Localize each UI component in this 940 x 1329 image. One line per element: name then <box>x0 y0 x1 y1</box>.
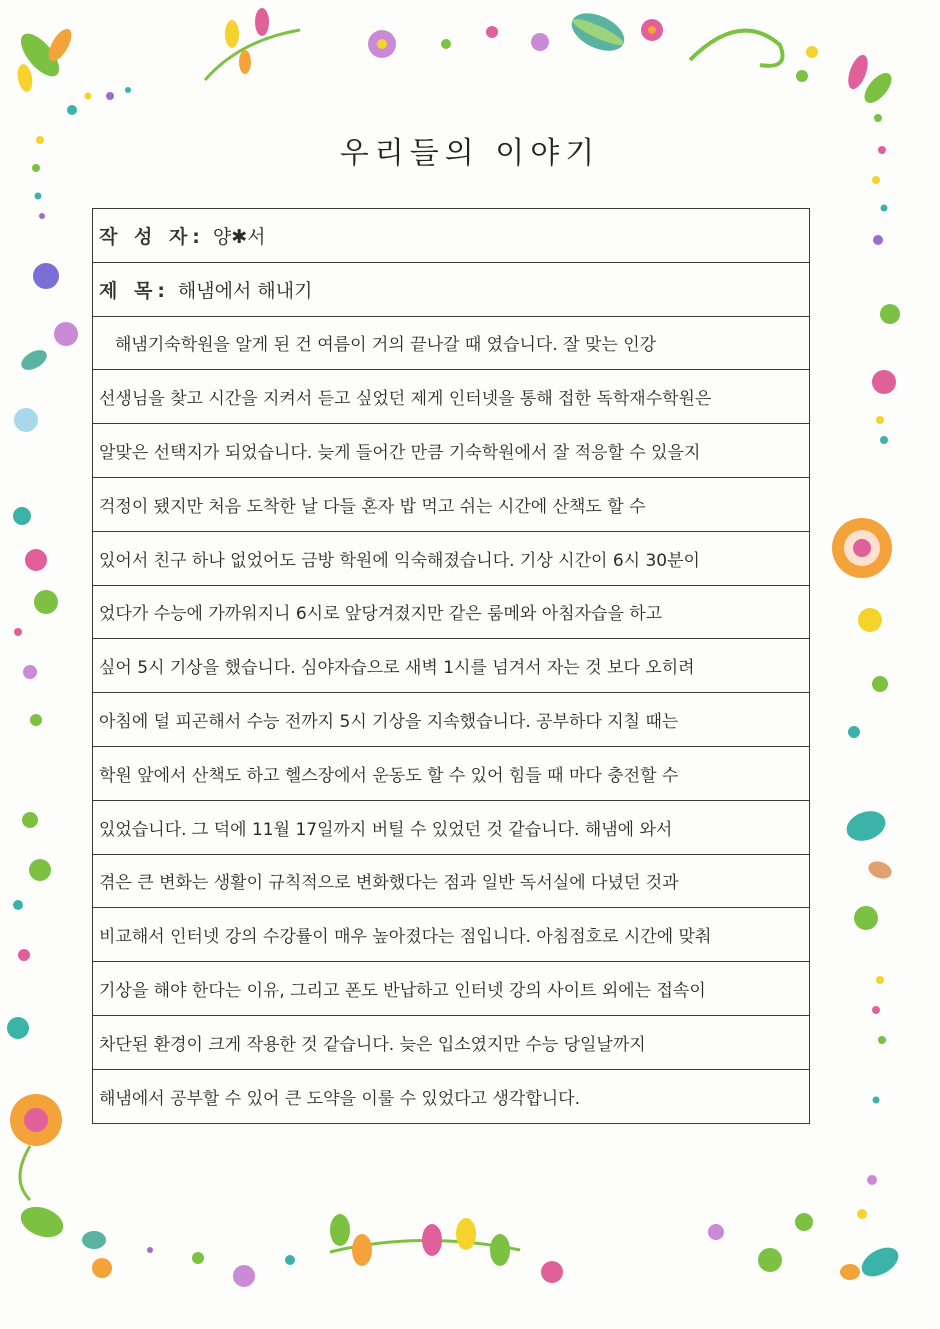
essay-line: 었다가 수능에 가까워지니 6시로 앞당겨졌지만 같은 룸메와 아침자습을 하고 <box>92 586 810 640</box>
bottom-right-flowers-icon <box>708 1209 903 1282</box>
subject-value: 해냄에서 해내기 <box>177 279 313 302</box>
essay-line: 걱정이 됐지만 처음 도착한 날 다들 혼자 밥 먹고 쉬는 시간에 산책도 할 수 <box>92 478 810 532</box>
left-dot-column-icon <box>13 136 58 961</box>
author-row <box>92 209 810 263</box>
essay-sheet <box>92 208 810 1124</box>
leaf-cluster-icon <box>14 25 76 93</box>
right-dot-column-icon <box>848 114 888 1185</box>
essay-line: 아침에 덜 피곤해서 수능 전까지 5시 기상을 지속했습니다. 공부하다 지칠 때는 <box>92 693 810 747</box>
essay-line: 겪은 큰 변화는 생활이 규칙적으로 변화했다는 점과 일반 독서실에 다녔던 것과 <box>92 855 810 909</box>
essay-line: 해냄기숙학원을 알게 된 건 여름이 거의 끝나갈 때 였습니다. 잘 맞는 인강 <box>92 317 810 371</box>
author-label: 작 성 자: <box>99 225 205 248</box>
orange-flower-icon <box>10 1094 62 1200</box>
essay-line: 해냄에서 공부할 수 있어 큰 도약을 이룰 수 있었다고 생각합니다. <box>92 1070 810 1124</box>
dot-trail-icon <box>67 26 808 115</box>
striped-leaf-icon <box>566 6 630 59</box>
essay-line: 선생님을 찾고 시간을 지켜서 듣고 싶었던 제게 인터넷을 통해 접한 독학재수학원은 <box>92 370 810 424</box>
essay-line: 기상을 해야 한다는 이유, 그리고 폰도 반납하고 인터넷 강의 사이트 외에는 접속이 <box>92 962 810 1016</box>
subject-row <box>92 263 810 317</box>
page-title: 우리들의 이야기 <box>339 136 601 171</box>
yellow-flower-sprig-icon <box>205 8 300 80</box>
essay-line: 차단된 환경이 크게 작용한 것 같습니다. 늦은 입소였지만 수능 당일날까지 <box>92 1016 810 1070</box>
subject-label: 제 목: <box>99 279 170 302</box>
bottom-flower-sprig-icon <box>330 1214 563 1283</box>
swirl-vine-icon <box>690 31 818 66</box>
essay-line: 싶어 5시 기상을 했습니다. 심야자습으로 새벽 1시를 넘겨서 자는 것 보다 오히려 <box>92 639 810 693</box>
leaf-cluster-top-right-icon <box>844 52 896 107</box>
essay-line: 비교해서 인터넷 강의 수강률이 매우 높아졌다는 점입니다. 아침점호로 시간에 맞춰 <box>92 908 810 962</box>
left-flowers-icon <box>7 263 78 1039</box>
essay-line: 있었습니다. 그 덕에 11월 17일까지 버틸 수 있었던 것 같습니다. 해냄에 와서 <box>92 801 810 855</box>
bottom-leaves-icon <box>17 1201 295 1287</box>
essay-line: 학원 앞에서 산책도 하고 헬스장에서 운동도 할 수 있어 힘들 때 마다 충전할 수 <box>92 747 810 801</box>
essay-line: 있어서 친구 하나 없었어도 금방 학원에 익숙해졌습니다. 기상 시간이 6시 30분이 <box>92 532 810 586</box>
essay-line: 알맞은 선택지가 되었습니다. 늦게 들어간 만큼 기숙학원에서 잘 적응할 수 있을지 <box>92 424 810 478</box>
author-value: 양✱서 <box>212 225 266 248</box>
